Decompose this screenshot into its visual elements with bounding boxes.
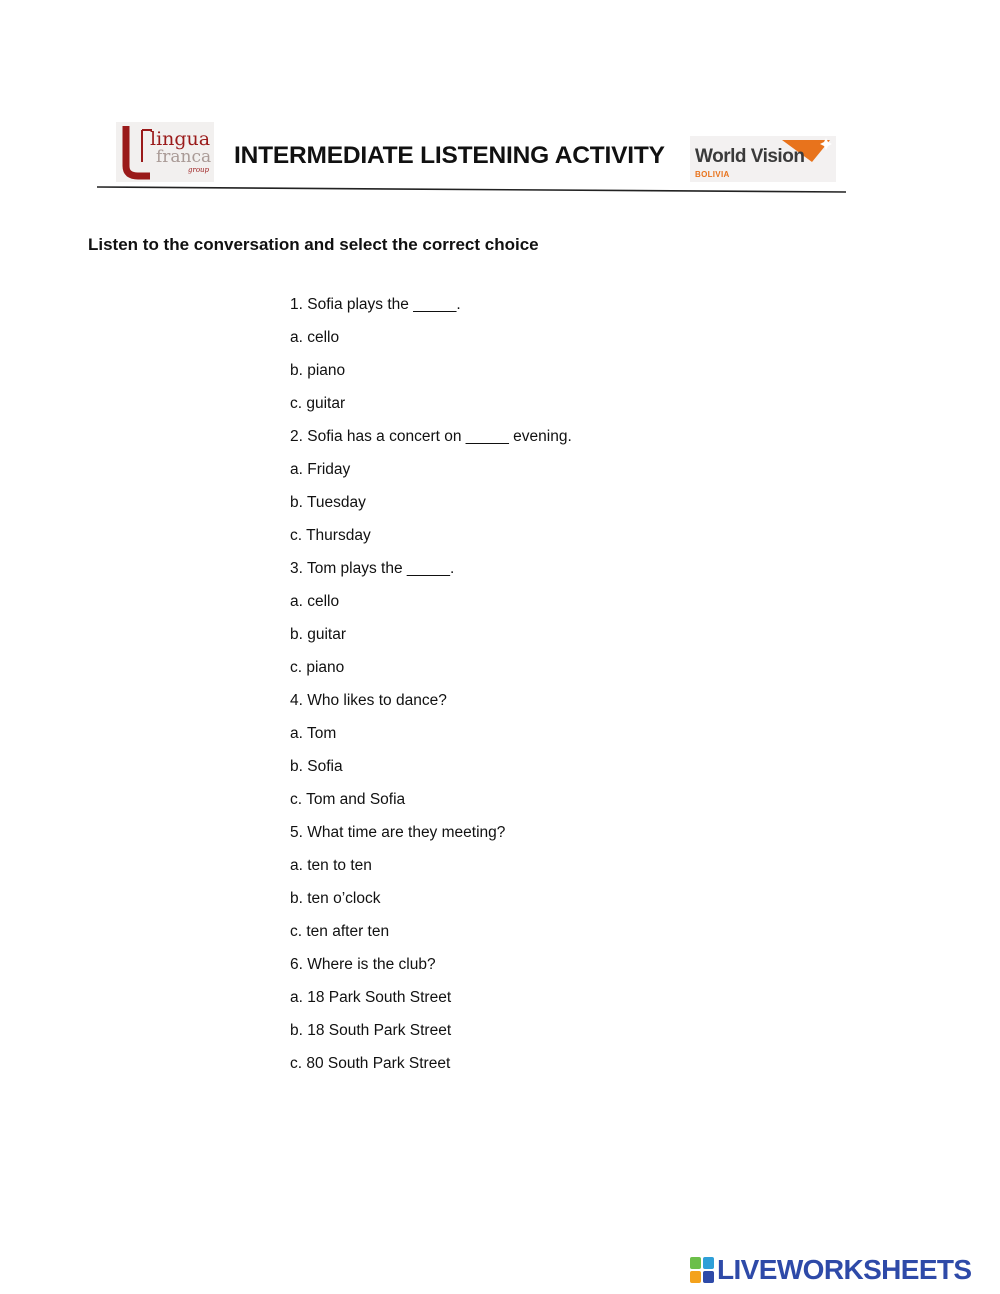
question-1: 1. Sofia plays the _____. — [290, 296, 461, 313]
page-title: INTERMEDIATE LISTENING ACTIVITY — [234, 142, 665, 169]
quiz-list — [290, 294, 572, 1086]
logo-text-lingua: lingua — [150, 128, 211, 150]
question-2: 2. Sofia has a concert on _____ evening. — [290, 428, 572, 445]
header-divider — [0, 0, 1000, 200]
question-5: 5. What time are they meeting? — [290, 824, 506, 841]
option-6c[interactable]: c. 80 South Park Street — [290, 1055, 451, 1072]
option-3a[interactable]: a. cello — [290, 593, 340, 610]
option-2a[interactable]: a. Friday — [290, 461, 351, 478]
option-1b[interactable]: b. piano — [290, 362, 346, 379]
liveworksheets-wordmark: LIVEWORKSHEETS — [717, 1254, 972, 1285]
liveworksheets-logo-icon — [690, 1257, 714, 1283]
option-3c[interactable]: c. piano — [290, 659, 345, 676]
option-3b[interactable]: b. guitar — [290, 626, 347, 643]
option-1a[interactable]: a. cello — [290, 329, 340, 346]
question-4: 4. Who likes to dance? — [290, 692, 447, 709]
option-1c[interactable]: c. guitar — [290, 395, 346, 412]
option-6a[interactable]: a. 18 Park South Street — [290, 989, 452, 1006]
world-vision-country: BOLIVIA — [695, 170, 730, 179]
option-5c[interactable]: c. ten after ten — [290, 923, 390, 940]
option-4b[interactable]: b. Sofia — [290, 758, 343, 775]
option-6b[interactable]: b. 18 South Park Street — [290, 1022, 452, 1039]
option-4c[interactable]: c. Tom and Sofia — [290, 791, 406, 808]
option-5b[interactable]: b. ten o’clock — [290, 890, 381, 907]
option-5a[interactable]: a. ten to ten — [290, 857, 372, 874]
option-4a[interactable]: a. Tom — [290, 725, 337, 742]
question-6: 6. Where is the club? — [290, 956, 436, 973]
option-2b[interactable]: b. Tuesday — [290, 494, 366, 511]
logo-text-group: group — [188, 166, 210, 174]
world-vision-name: World Vision — [695, 146, 805, 167]
option-2c[interactable]: c. Thursday — [290, 527, 371, 544]
logo-text-franca: franca — [156, 147, 212, 167]
question-3: 3. Tom plays the _____. — [290, 560, 455, 577]
instruction-text: Listen to the conversation and select the correct choice — [88, 235, 539, 254]
